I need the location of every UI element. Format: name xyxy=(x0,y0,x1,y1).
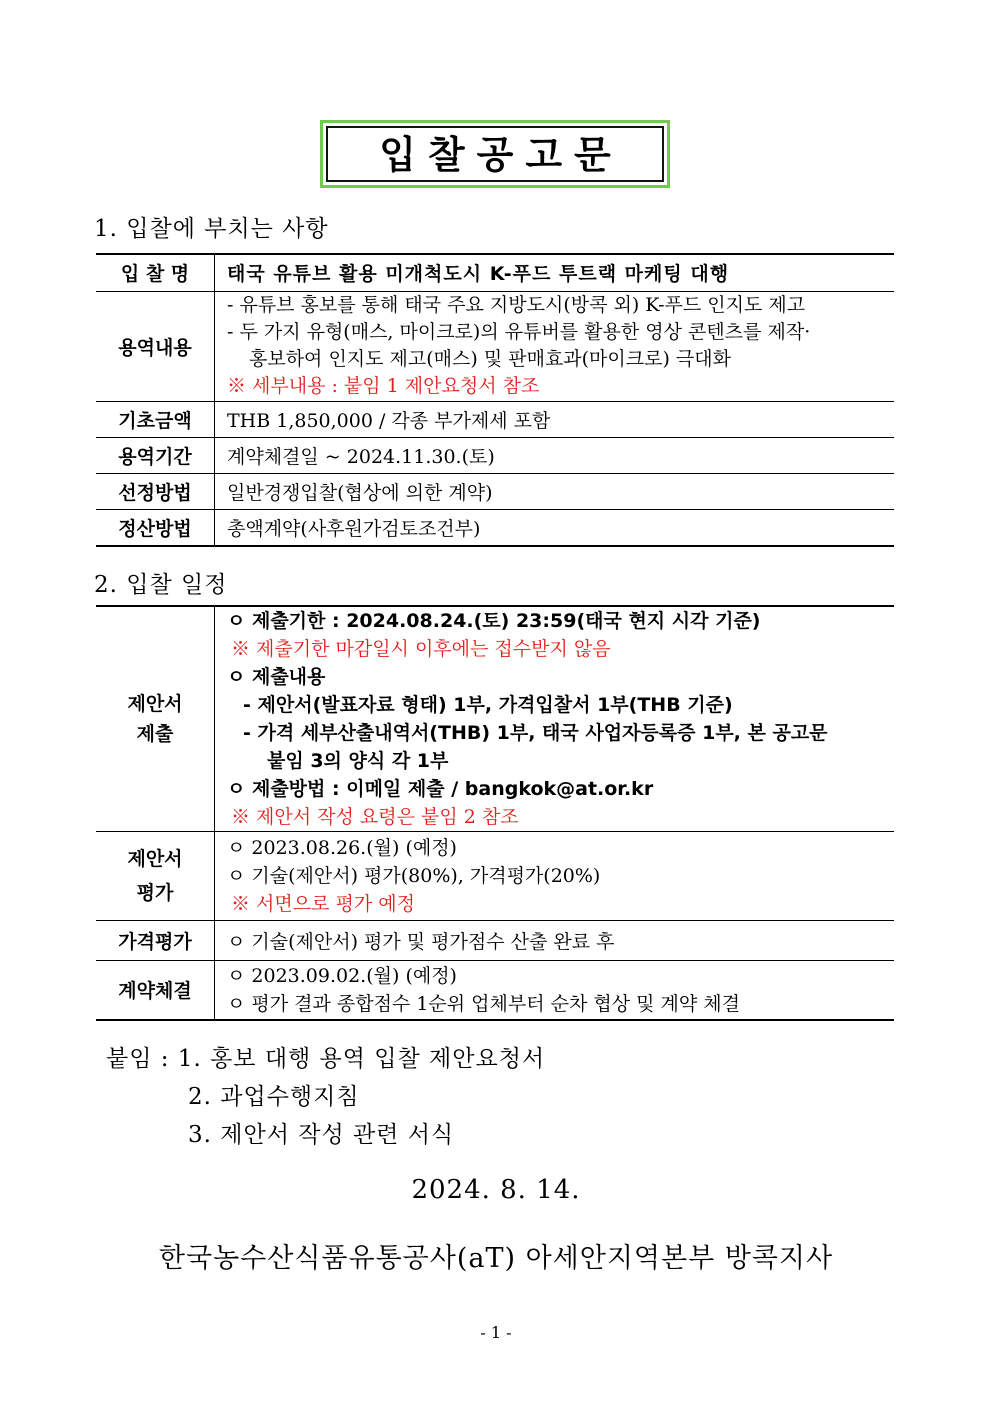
row-label-settle: 정산방법 xyxy=(96,509,215,546)
content-line-1: - 유튜브 홍보를 통해 태국 주요 지방도시(방콕 외) K-푸드 인지도 제고 xyxy=(227,294,806,316)
table-row xyxy=(96,473,894,509)
service-content-cell xyxy=(215,291,895,401)
eval-line-1: ㅇ 2023.08.26.(월) (예정) xyxy=(227,837,457,859)
attachment-2: 2. 과업수행지침 xyxy=(188,1084,360,1110)
table-row xyxy=(96,437,894,473)
attachment-prefix: 붙임 : xyxy=(106,1046,178,1072)
contract-line-1: ㅇ 2023.09.02.(월) (예정) xyxy=(227,964,457,987)
content-note: ※ 세부내용 : 붙임 1 제안요청서 참조 xyxy=(227,375,540,397)
document-title-box xyxy=(320,120,670,188)
table-row xyxy=(96,606,894,832)
document-date: 2024. 8. 14. xyxy=(411,1175,581,1205)
row-label-price-eval: 가격평가 xyxy=(96,921,215,961)
issuer-name: 한국농수산식품유통공사(aT) 아세안지역본부 방콕지사 xyxy=(158,1243,834,1274)
row-label-method: 선정방법 xyxy=(96,473,215,509)
service-period-value: 계약체결일 ~ 2024.11.30.(토) xyxy=(215,437,895,473)
section2-heading: 2. 입찰 일정 xyxy=(94,572,228,598)
submit-method: ㅇ 제출방법 : 이메일 제출 / bangkok@at.or.kr xyxy=(227,778,654,800)
row-label-name: 입 찰 명 xyxy=(96,254,215,291)
content-line-3: 홍보하여 인지도 제고(매스) 및 판매효과(마이크로) 극대화 xyxy=(249,348,731,370)
submit-content-title: ㅇ 제출내용 xyxy=(227,666,326,688)
attachment-1: 붙임 : 1. 홍보 대행 용역 입찰 제안요청서 xyxy=(106,1046,546,1072)
row-label-eval: 제안서 평가 xyxy=(96,832,215,921)
bid-name-value: 태국 유튜브 활용 미개척도시 K-푸드 투트랙 마케팅 대행 xyxy=(215,254,895,291)
row-label-content: 용역내용 xyxy=(96,291,215,401)
table-row xyxy=(96,401,894,437)
attachment-3: 3. 제안서 작성 관련 서식 xyxy=(188,1122,455,1148)
evaluation-cell xyxy=(215,832,895,921)
section1-heading: 1. 입찰에 부치는 사항 xyxy=(94,216,329,242)
contract-line-2: ㅇ 평가 결과 종합점수 1순위 업체부터 순차 협상 및 계약 체결 xyxy=(227,992,740,1015)
row-label-submit: 제안서 제출 xyxy=(96,606,215,832)
row-label-period: 용역기간 xyxy=(96,437,215,473)
contract-cell xyxy=(215,961,895,1020)
page-number: - 1 - xyxy=(480,1323,512,1342)
settlement-method-value: 총액계약(사후원가검토조건부) xyxy=(215,509,895,546)
bid-info-table xyxy=(96,253,894,547)
table-row xyxy=(96,961,894,1020)
submit-content-2: - 가격 세부산출내역서(THB) 1부, 태국 사업자등록증 1부, 본 공고문 xyxy=(243,722,828,744)
submit-content-3: 붙임 3의 양식 각 1부 xyxy=(267,750,449,772)
eval-note: ※ 서면으로 평가 예정 xyxy=(231,893,415,915)
row-label-price: 기초금액 xyxy=(96,401,215,437)
table-row xyxy=(96,921,894,961)
submission-cell xyxy=(215,606,895,832)
eval-line-2: ㅇ 기술(제안서) 평가(80%), 가격평가(20%) xyxy=(227,865,601,887)
submit-deadline-note: ※ 제출기한 마감일시 이후에는 접수받지 않음 xyxy=(231,638,611,660)
table-row xyxy=(96,291,894,401)
submit-content-1: - 제안서(발표자료 형태) 1부, 가격입찰서 1부(THB 기준) xyxy=(243,694,733,716)
table-row xyxy=(96,509,894,546)
submit-deadline: ㅇ 제출기한 : 2024.08.24.(토) 23:59(태국 현지 시각 기준) xyxy=(227,610,761,632)
submit-method-note: ※ 제안서 작성 요령은 붙임 2 참조 xyxy=(231,806,519,828)
table-row xyxy=(96,832,894,921)
price-eval-line: ㅇ 기술(제안서) 평가 및 평가점수 산출 완료 후 xyxy=(215,921,895,961)
schedule-table xyxy=(96,605,894,1021)
base-price-value: THB 1,850,000 / 각종 부가제세 포함 xyxy=(215,401,895,437)
selection-method-value: 일반경쟁입찰(협상에 의한 계약) xyxy=(215,473,895,509)
content-line-2: - 두 가지 유형(매스, 마이크로)의 유튜버를 활용한 영상 콘텐츠를 제작· xyxy=(227,321,811,343)
table-row xyxy=(96,254,894,291)
row-label-contract: 계약체결 xyxy=(96,961,215,1020)
document-title: 입찰공고문 xyxy=(379,133,623,177)
